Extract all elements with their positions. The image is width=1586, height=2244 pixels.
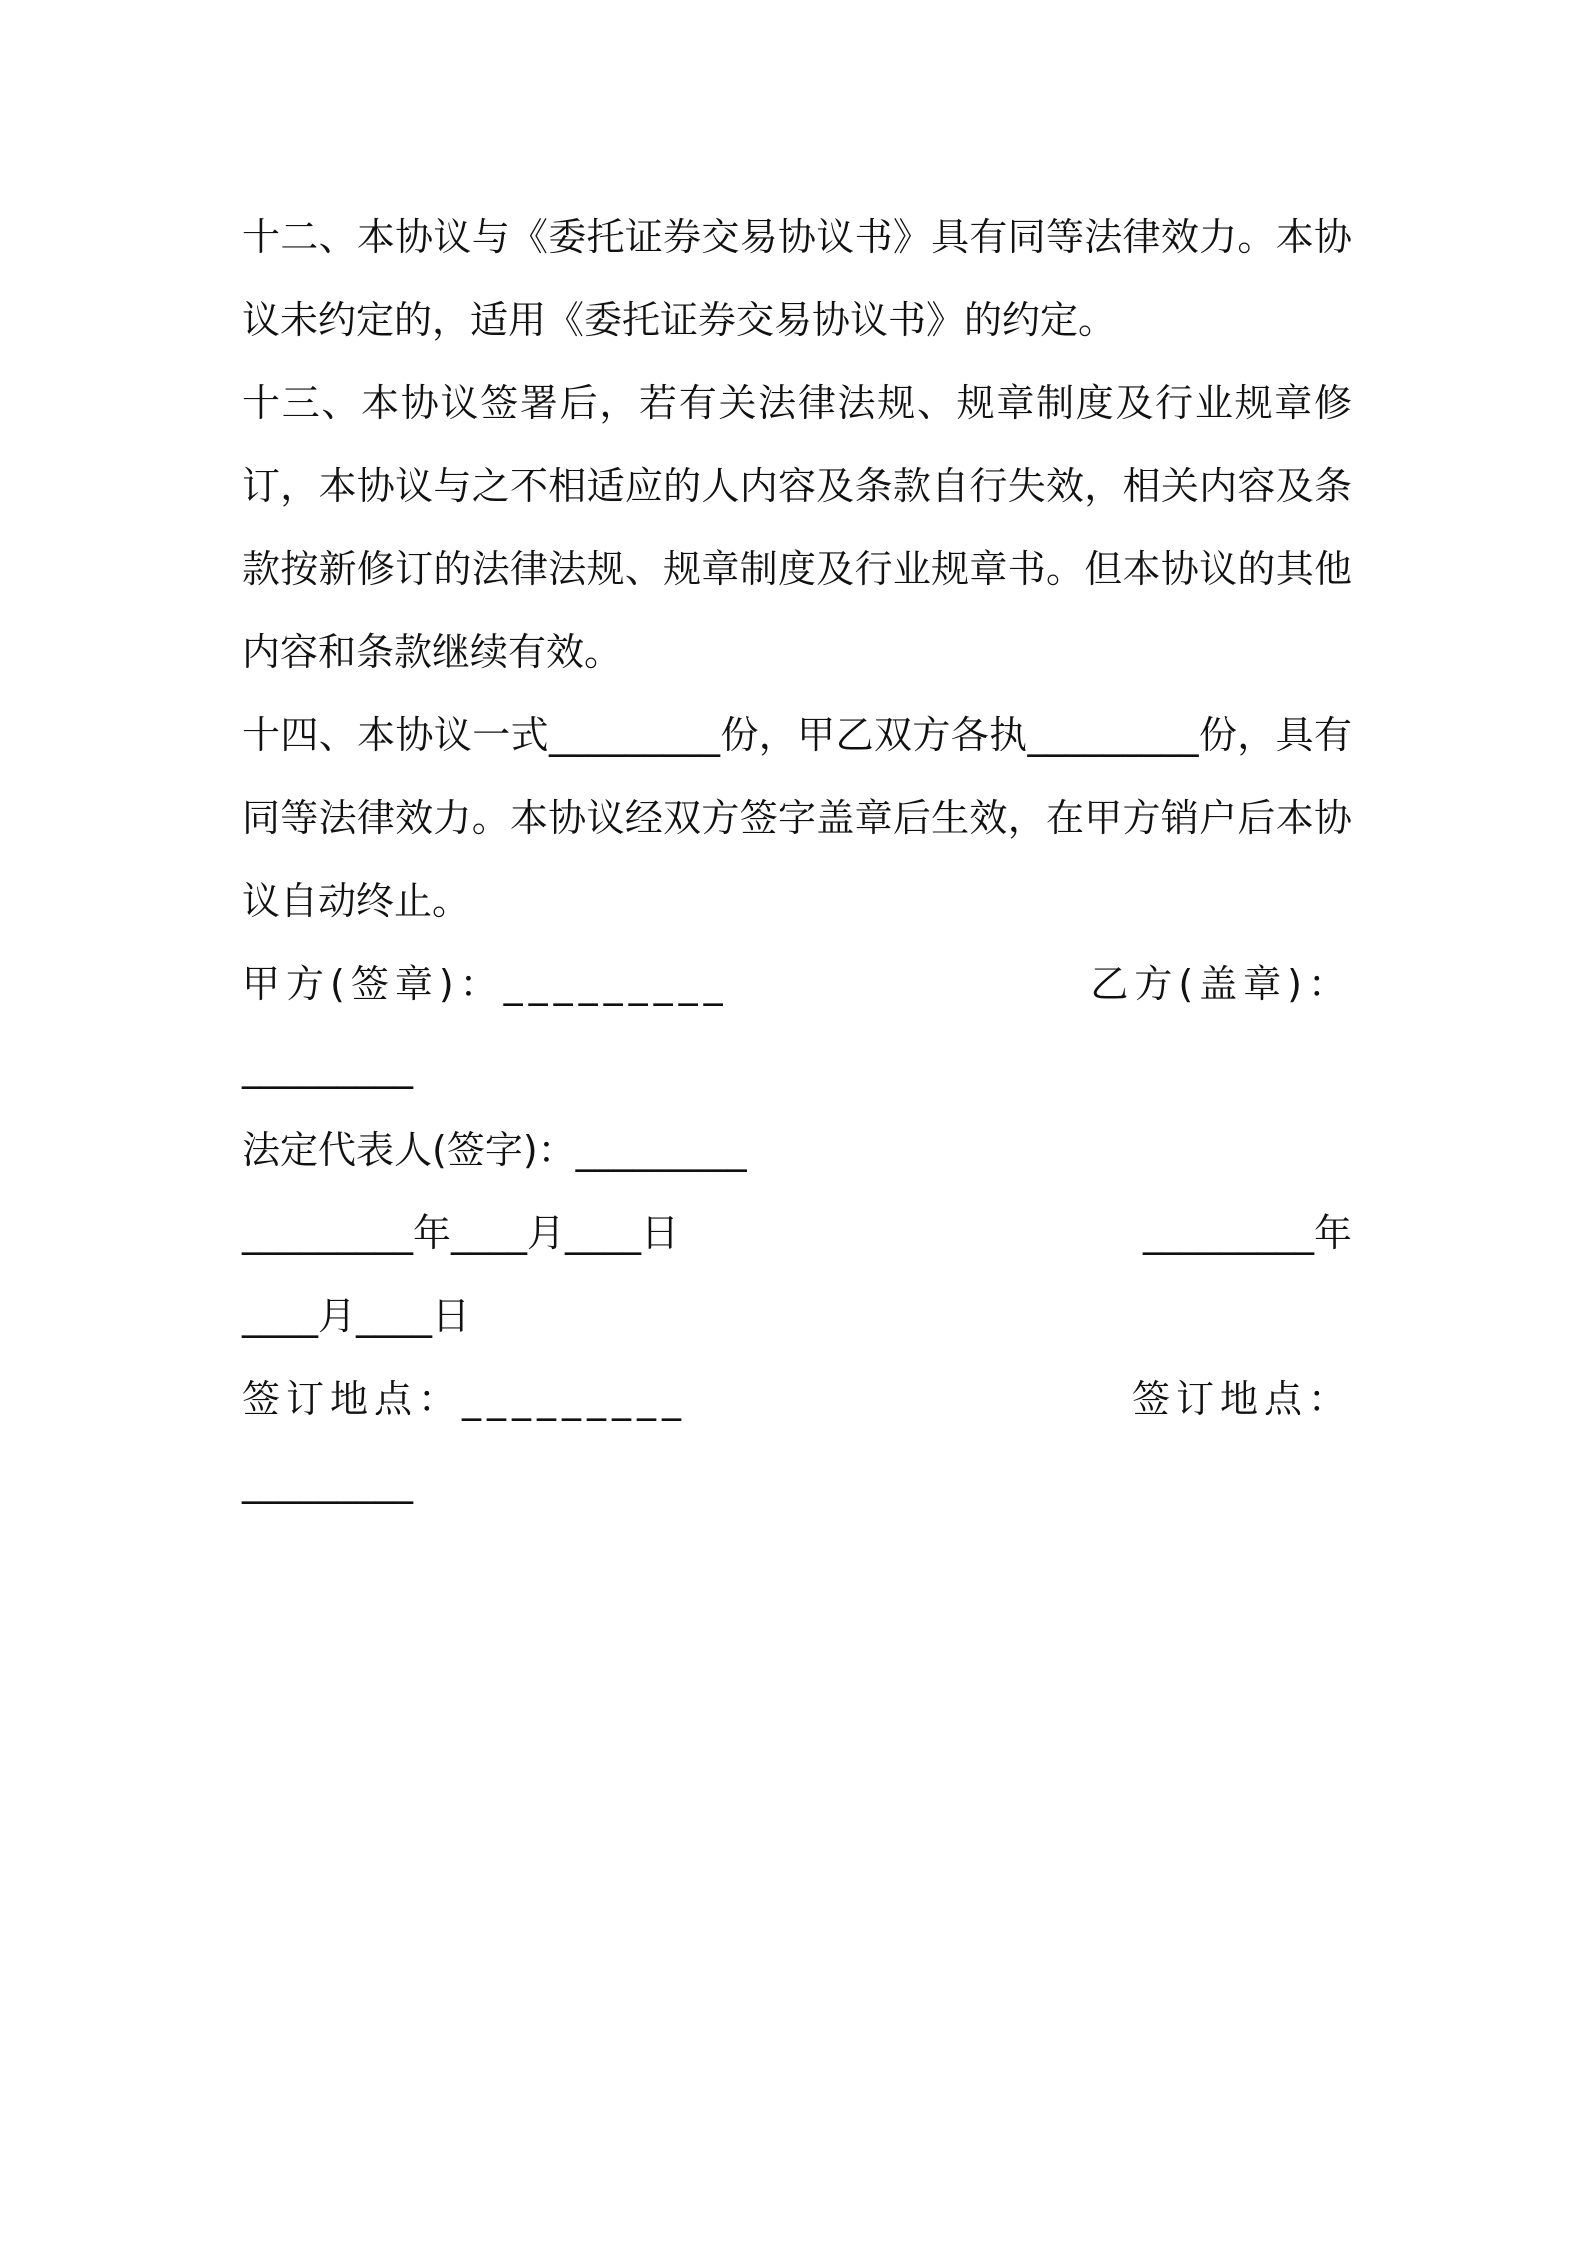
clause-12: 十二、本协议与《委托证券交易协议书》具有同等法律效力。本协议未约定的，适用《委托证券交易协议书》的约定。 bbox=[242, 215, 1352, 342]
party-b-seal: 乙方(盖章)： bbox=[1090, 962, 1352, 1006]
party-b-blank: _________ bbox=[242, 1045, 413, 1089]
date-row bbox=[242, 1192, 1352, 1275]
party-a-signature: 甲方(签章)：_________ bbox=[242, 962, 729, 1006]
party-b-date-year: _________年 bbox=[1142, 1211, 1352, 1255]
document-body bbox=[242, 196, 1352, 1524]
party-b-signing-place-blank: _________ bbox=[242, 1460, 413, 1504]
clause-13: 十三、本协议签署后，若有关法律法规、规章制度及行业规章修订，本协议与之不相适应的人内容及条款自行失效，相关内容及条款按新修订的法律法规、规章制度及行业规章书。但本协议的其他内容和条款继续有效。 bbox=[242, 381, 1352, 674]
legal-representative-signature: 法定代表人(签字)：_________ bbox=[242, 1128, 747, 1172]
party-a-signing-place: 签订地点：_________ bbox=[242, 1377, 688, 1421]
party-b-date-rest: ____月____日 bbox=[242, 1294, 471, 1338]
signing-place-row bbox=[242, 1358, 1352, 1441]
party-b-signing-place: 签订地点： bbox=[1131, 1377, 1352, 1421]
party-a-date: _________年____月____日 bbox=[242, 1211, 680, 1255]
clause-14: 十四、本协议一式_________份，甲乙双方各执_________份，具有同等法律效力。本协议经双方签字盖章后生效，在甲方销户后本协议自动终止。 bbox=[242, 713, 1352, 923]
signature-parties-row bbox=[242, 943, 1352, 1026]
